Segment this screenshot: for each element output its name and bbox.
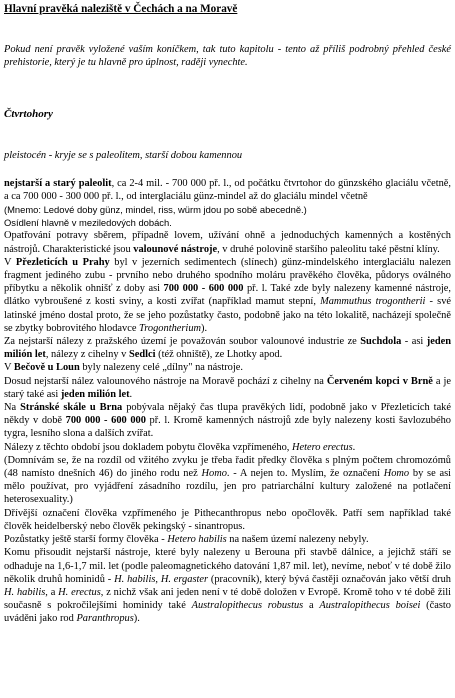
text-span: V [4, 256, 16, 268]
species-name: H. ergaster [160, 573, 209, 585]
place-stranska-skala: Stránské skále u Brna [20, 402, 123, 414]
species-name: H. erectus [58, 586, 101, 598]
paragraph-habilis [4, 533, 451, 546]
place-prezletice: Přezleticích u Prahy [15, 256, 110, 268]
text-span: Komu přisoudit nejstarší nástroje, které byly nalezeny u Berouna při stavbě dálnice, a jejichž stáří se odhaduje na 1,6-1,7 mil. let (podle paleomagnetického datování 1,87 mil. let), nevíme, neboť v té době žilo několik druhů hominidů - [4, 547, 451, 585]
place-becov: Bečově u Loun [13, 362, 80, 374]
text-span: , v druhé polovině staršího paleolitu také pěstní klíny. [217, 243, 440, 255]
species-name: Hetero erectus [291, 441, 353, 453]
paragraph-stranska-skala [4, 401, 451, 441]
paragraph-earlier-names: Dřívější označení člověka vzpřímeného je Pithecanthropus nebo opočlověk. Patří sem například také člověk heidelberský nebo člověk pekingský - sinantropus. [4, 507, 451, 532]
place-suchdol: Suchdola [360, 336, 402, 348]
place-sedlec: Sedlci [128, 349, 156, 361]
text-span: (Domnívám se, že na rozdíl od vžitého zvyku je třeba řadit předky člověka s plným počtem chromozómů (48 namísto dnešních 46) do jiného rodu než [4, 454, 451, 480]
text-span: na našem území nalezeny nebyly. [226, 534, 369, 546]
period-line [4, 149, 451, 162]
genus-name: Paranthropus [76, 613, 134, 625]
paragraph-prezletice [4, 256, 451, 335]
paragraph-erectus [4, 441, 451, 454]
text-span: a je starý také asi [4, 375, 451, 400]
text-span: pobývala nějaký čas tlupa pravěkých lidí, podobně jako v Přezleticích také někdy v době [4, 402, 451, 427]
text-span: V [4, 362, 14, 374]
text-span: (pracovník), který bývá častěji označován jako větší druh [208, 573, 451, 585]
text-span: př. l. Také zde byly nalezeny kamenné nástroje, dlátko vybroušené z kosti sviny, a kosti zvířat (například mamut stepní, [4, 283, 451, 308]
term-oldest-paleolith: nejstarší a starý paleolit [4, 177, 112, 189]
paragraph-cerveny-kopec [4, 375, 451, 401]
date-range: 700 000 - 600 000 [163, 283, 244, 295]
text-span: Nálezy z těchto období jsou dokladem pobytu člověka vzpřímeného, [4, 441, 292, 453]
text-span: a [303, 600, 320, 612]
period-text: - kryje se s paleolitem, starší dobou kamennou [46, 150, 243, 162]
species-name: H. habilis [114, 573, 156, 585]
text-span: , a [45, 586, 59, 598]
text-span: Za nejstarší nálezy z pražského území je považován soubor valounové industrie ze [4, 336, 361, 348]
intro-note: Pokud není pravěk vyložené vaším koníčkem, tak tuto kapitolu - tento až příliš podrobný přehled české prehistorie, který je tu hlavně pro úplnost, raději vynechte. [4, 44, 451, 69]
age-label: jeden milión let [4, 336, 451, 361]
species-name: Trogontherium [139, 322, 202, 334]
text-span: Na [4, 402, 21, 414]
text-span: , nálezy z cihelny v [45, 349, 129, 361]
text-span: byl v jezerních sedimentech (slínech) günz-mindelského interglaciálu nalezen fragment jediného zubu - prvního nebo druhého spodního moláru pravěkého člověka, půdorys oválného příbytku a několik ohnišť z doby asi [4, 256, 451, 295]
text-span: , ca 2-4 mil. - 700 000 př. l., od počátku čtvrtohor do günzského glaciálu včetně, a ca 700 000 - 300 000 př. l., od interglaciálu günz-mindel až do glaciálu mindel včetně [4, 177, 451, 202]
paragraph-oldest [4, 177, 451, 203]
text-span: Pozůstatky ještě starší formy člověka - [4, 534, 168, 546]
text-span: ). [133, 613, 140, 625]
place-cerveny-kopec: Červeném kopci v Brně [326, 375, 433, 387]
paragraph-becov [4, 361, 451, 374]
species-name: Hetero habilis [167, 534, 227, 546]
species-name: Australopithecus robustus [191, 600, 304, 612]
paragraph-settled: Osídlení hlavně v meziledových dobách. [4, 217, 172, 229]
paragraph-food [4, 229, 451, 255]
text-span: ). [201, 322, 208, 334]
paragraph-homo-note [4, 454, 451, 507]
period-term: pleistocén [4, 150, 47, 162]
genus-name: Homo [383, 468, 410, 480]
text-span: byly nalezeny celé „dílny" na nástroje. [79, 362, 243, 374]
species-name: H. habilis [4, 586, 46, 598]
age-label: jeden milión let [60, 388, 130, 400]
text-span: př. l. Kromě kamenných nástrojů zde byly nalezeny kosti šavlozubého tygra, lesního slona a dalších zvířat. [4, 415, 451, 440]
species-name: Australopithecus boisei [319, 600, 421, 612]
paragraph-beroun [4, 546, 451, 625]
species-name: Mammuthus trogontherii [320, 296, 426, 308]
text-span: . - A nejen to. Myslím, že označení [226, 468, 384, 480]
text-span: by se asi mělo používat, pro vyjádření zásadního rozdílu, jen pro patriarchální kultury založené na potlačení heterosexuality.) [4, 468, 451, 506]
text-span: (též ohniště), ze Lhotky apod. [155, 349, 283, 361]
paragraph-suchdol [4, 335, 451, 361]
paragraph-mnemonic: (Mnemo: Ledové doby günz, mindel, riss, würm jdou po sobě abecedně.) [4, 204, 307, 216]
text-span: . [352, 441, 356, 453]
text-span: , [155, 573, 161, 585]
text-span: - asi [401, 336, 427, 348]
text-span: Opatřování potravy sběrem, případně lovem, užívání ohně a jednoduchých kamenných a kostěných nástrojů. Charakteristické jsou [4, 230, 451, 255]
text-span: , z nichž však ani jeden není v té době doložen v Evropě. Kromě toho v té době žili současně s pokročilejšími hominidy také [4, 586, 451, 612]
text-span: Dosud nejstarší nález valounového nástroje na Moravě pochází z cihelny na [4, 375, 327, 387]
text-span: . [129, 388, 133, 400]
section-title: Čtvrtohory [4, 108, 53, 121]
genus-name: Homo [201, 468, 227, 480]
page-title: Hlavní pravěká naleziště v Čechách a na Moravě [4, 3, 238, 15]
date-range: 700 000 - 600 000 [65, 415, 146, 427]
text-span: (často uváděni jako rod [4, 600, 451, 625]
text-span: - své latinské jméno dostal proto, že se jeho pozůstatky často, podobně jako na této lokalitě, nacházejí společně se zbytky bobrovitého hlodavce [4, 296, 452, 334]
term-pebble-tools: valounové nástroje [133, 243, 218, 255]
